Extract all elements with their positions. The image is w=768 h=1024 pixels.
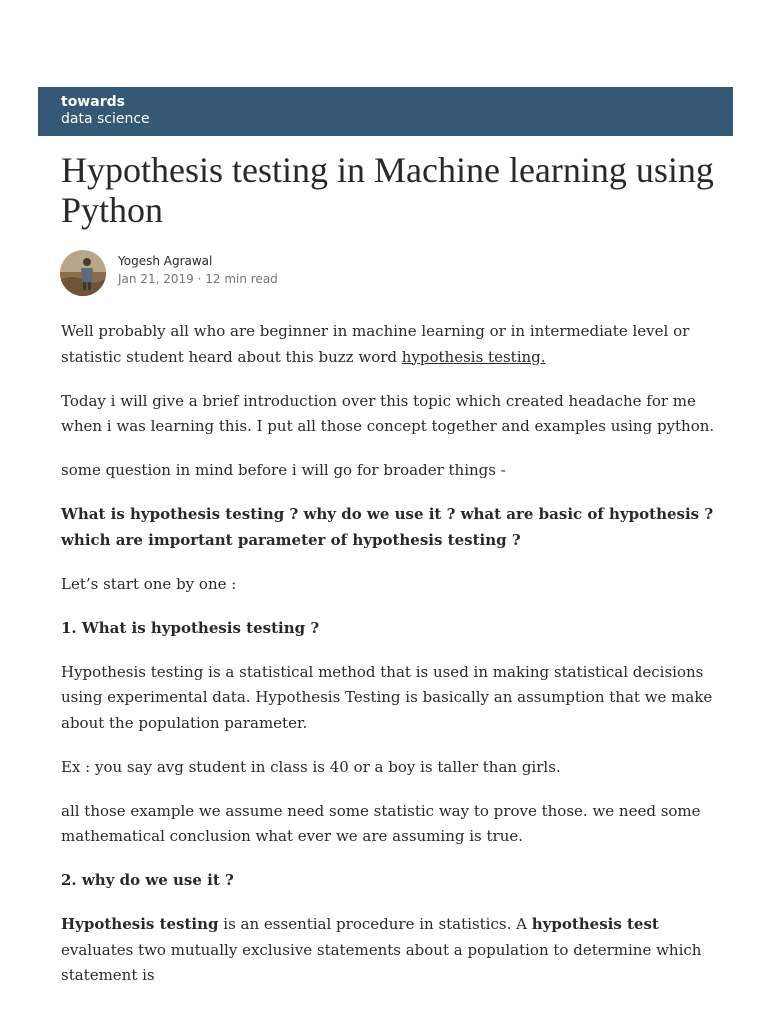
meta-separator: · (197, 272, 202, 286)
hypothesis-testing-link[interactable]: hypothesis testing. (401, 347, 546, 366)
paragraph-bold-questions (61, 502, 721, 553)
paragraph: some question in mind before i will go for broader things - (61, 461, 506, 479)
section-heading (61, 868, 721, 894)
paragraph: all those example we assume need some statistic way to prove those. we need some mathematical conclusion what ever we are assuming is true. (61, 801, 701, 845)
paragraph: Hypothesis testing is a statistical method that is used in making statistical decisions using experimental data. Hypothesis Testing is basically an assumption that we make about the population parameter. (61, 662, 713, 732)
article-meta (118, 272, 278, 286)
bold-text: hypothesis test (531, 915, 659, 933)
paragraph (61, 319, 721, 370)
paragraph: Let’s start one by one : (61, 574, 237, 593)
read-time: 12 min read (205, 272, 278, 286)
section-heading-text: 2. why do we use it ? (61, 871, 234, 889)
article-body (61, 319, 721, 1007)
paragraph: Ex : you say avg student in class is 40 or a boy is taller than girls. (61, 757, 561, 776)
paragraph-text: evaluates two mutually exclusive statements about a population to determine which statement is (61, 940, 702, 984)
publication-name-line2: data science (61, 111, 150, 127)
paragraph-text: is an essential procedure in statistics. A (218, 915, 532, 933)
article-title: Hypothesis testing in Machine learning using Python (61, 150, 714, 230)
paragraph-text: Well probably all who are beginner in machine learning or in intermediate level or statistic student heard about this buzz word (61, 322, 690, 366)
paragraph: Today i will give a brief introduction over this topic which created headache for me when i was learning this. I put all those concept together and examples using python. (61, 391, 715, 435)
publication-name-line1: towards (61, 94, 125, 110)
author-name[interactable]: Yogesh Agrawal (118, 254, 213, 268)
bold-text: Hypothesis testing (61, 915, 219, 933)
bold-text: What is hypothesis testing ? why do we use it ? what are basic of hypothesis ? which are important parameter of hypothesis testing ? (61, 505, 714, 549)
section-heading (61, 616, 721, 642)
publish-date: Jan 21, 2019 (118, 272, 194, 286)
section-heading-text: 1. What is hypothesis testing ? (61, 618, 320, 637)
paragraph (61, 912, 721, 989)
publication-logo[interactable] (38, 87, 733, 136)
author-avatar[interactable] (60, 250, 106, 296)
